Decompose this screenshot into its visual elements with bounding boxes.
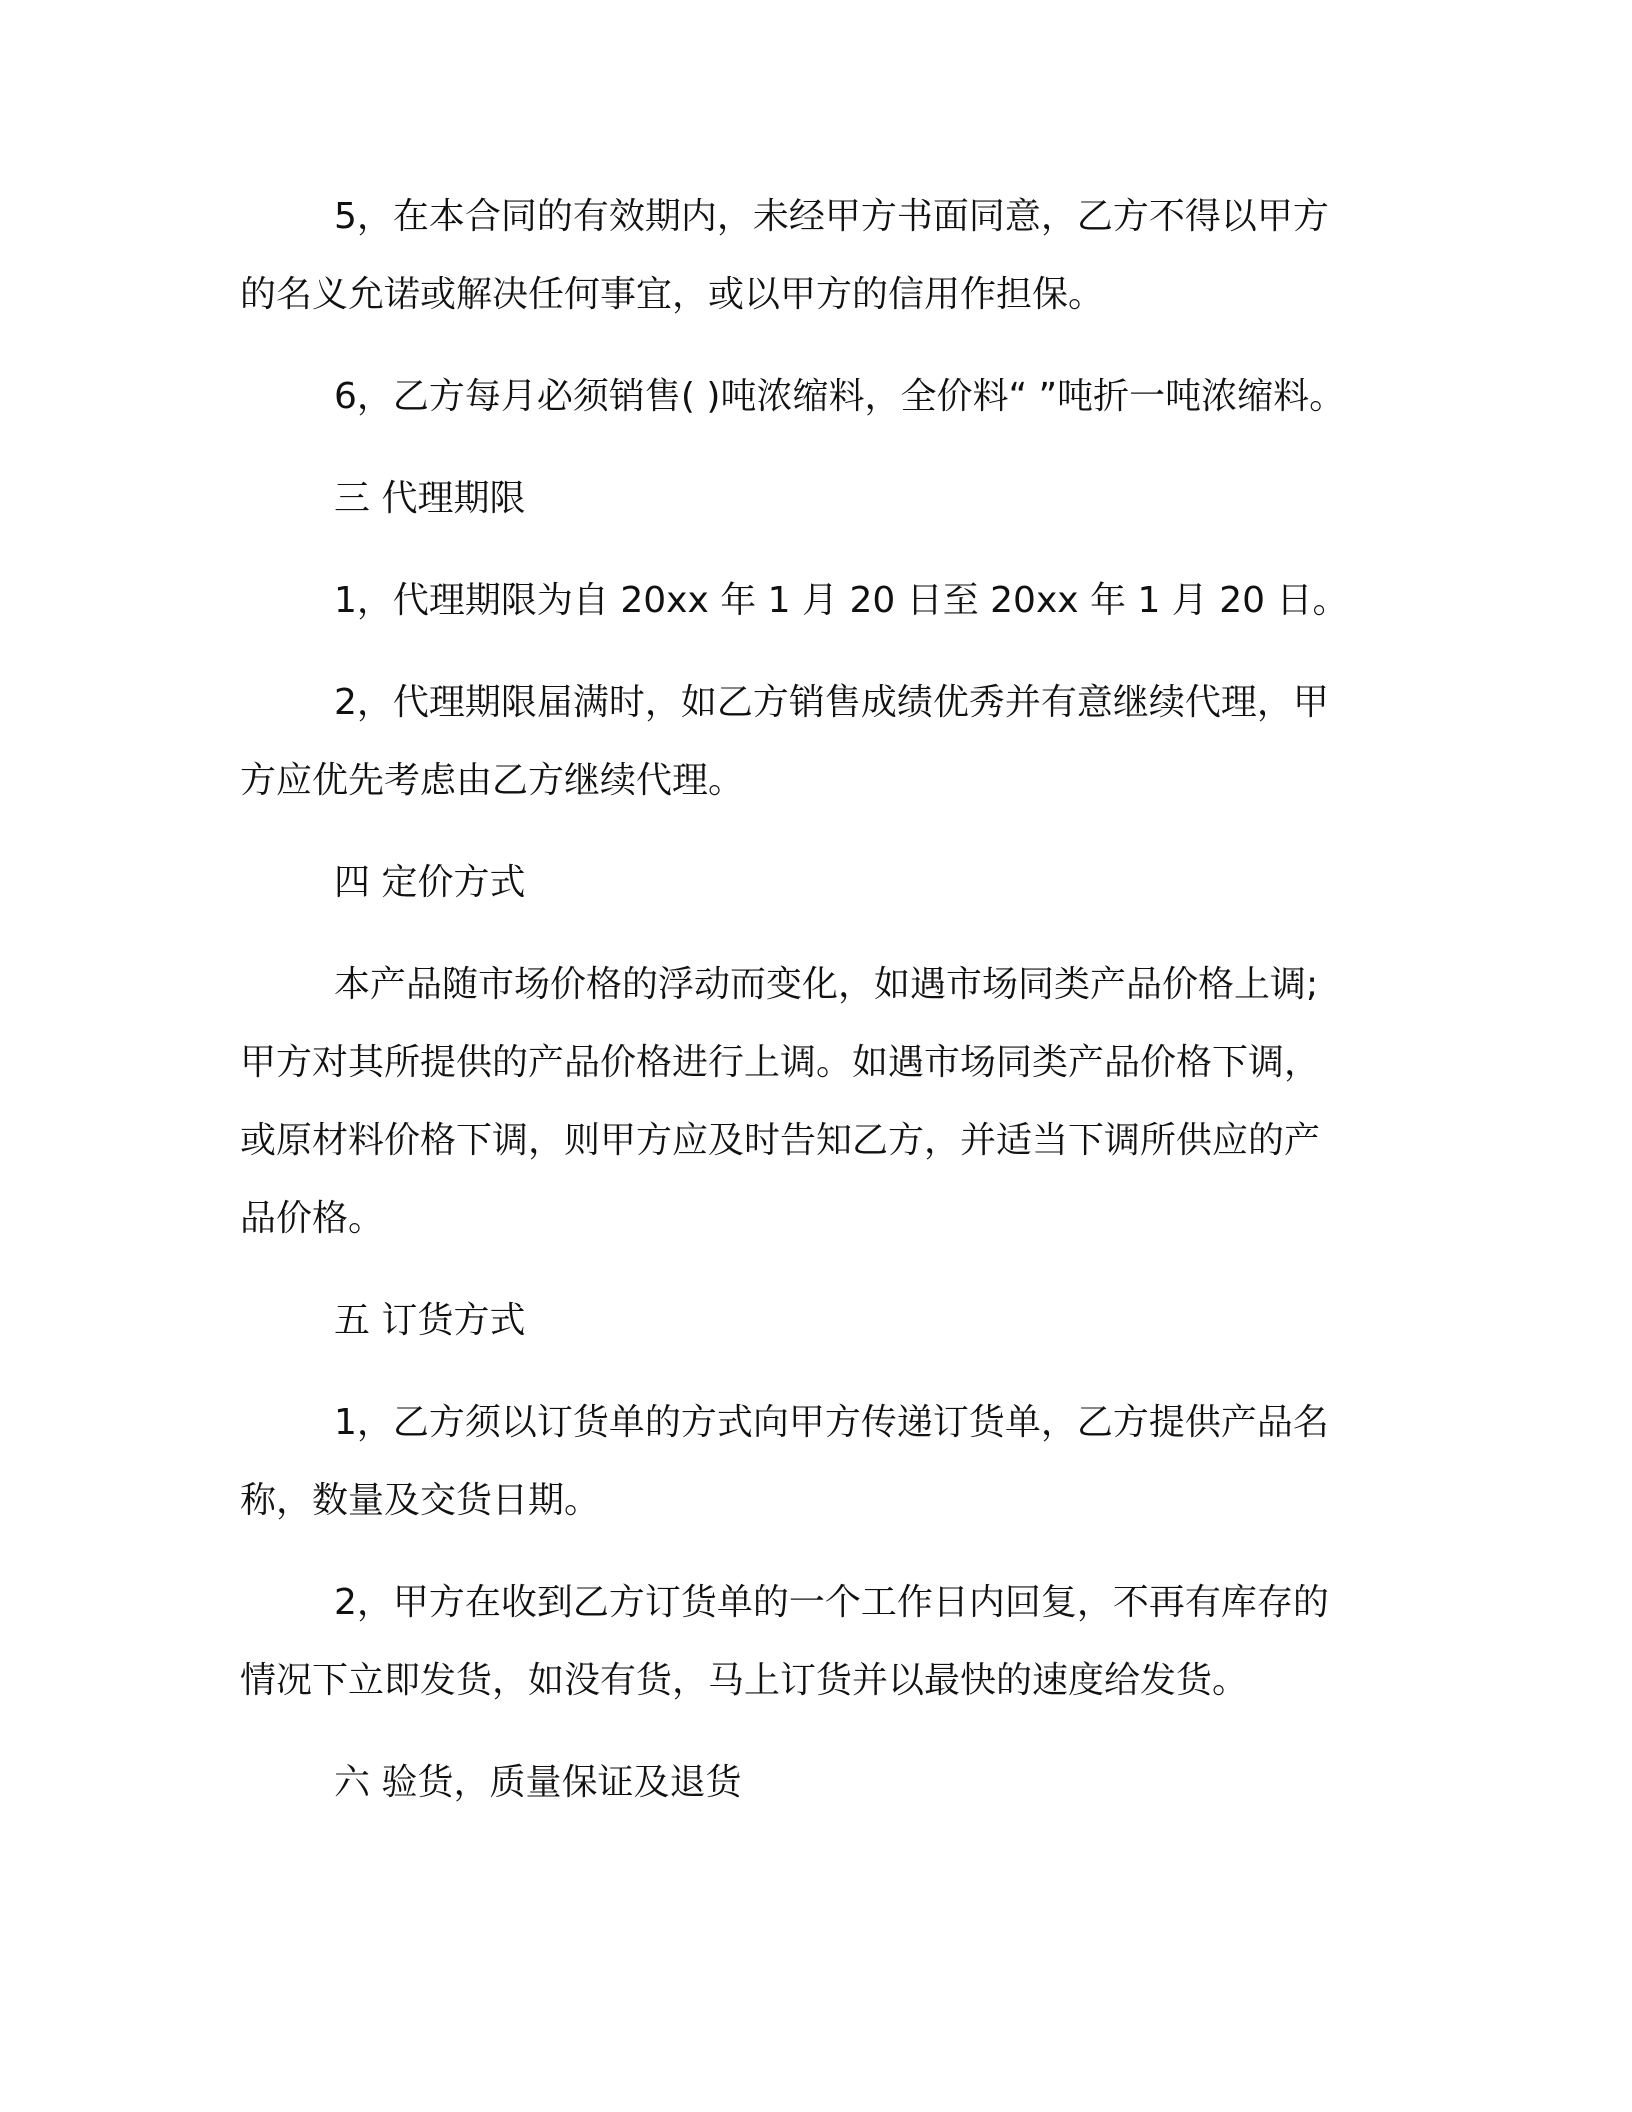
clause-6-line-1: 6，乙方每月必须销售( )吨浓缩料，全价料“ ”吨折一吨浓缩料。 bbox=[334, 376, 1346, 417]
order-clause-2-line-2: 情况下立即发货，如没有货，马上订货并以最快的速度给发货。 bbox=[240, 1660, 1249, 1701]
term-clause-1-line-1: 1，代理期限为自 20xx 年 1 月 20 日至 20xx 年 1 月 20 日。 bbox=[334, 580, 1349, 621]
pricing-paragraph-line-1: 本产品随市场价格的浮动而变化，如遇市场同类产品价格上调; bbox=[334, 964, 1319, 1005]
pricing-paragraph-line-2: 甲方对其所提供的产品价格进行上调。如遇市场同类产品价格下调， bbox=[240, 1042, 1321, 1083]
section-heading-4: 四 定价方式 bbox=[334, 862, 526, 903]
pricing-paragraph-line-4: 品价格。 bbox=[240, 1198, 385, 1239]
clause-5-line-1: 5，在本合同的有效期内，未经甲方书面同意，乙方不得以甲方 bbox=[334, 196, 1329, 237]
section-heading-3: 三 代理期限 bbox=[334, 478, 526, 519]
section-heading-6: 六 验货，质量保证及退货 bbox=[334, 1762, 742, 1803]
pricing-paragraph-line-3: 或原材料价格下调，则甲方应及时告知乙方，并适当下调所供应的产 bbox=[240, 1120, 1321, 1161]
order-clause-1-line-2: 称，数量及交货日期。 bbox=[240, 1480, 601, 1521]
term-clause-2-line-2: 方应优先考虑由乙方继续代理。 bbox=[240, 760, 745, 801]
clause-5-line-2: 的名义允诺或解决任何事宜，或以甲方的信用作担保。 bbox=[240, 274, 1105, 315]
order-clause-1-line-1: 1，乙方须以订货单的方式向甲方传递订货单，乙方提供产品名 bbox=[334, 1402, 1329, 1443]
order-clause-2-line-1: 2，甲方在收到乙方订货单的一个工作日内回复，不再有库存的 bbox=[334, 1582, 1329, 1623]
section-heading-5: 五 订货方式 bbox=[334, 1300, 526, 1341]
term-clause-2-line-1: 2，代理期限届满时，如乙方销售成绩优秀并有意继续代理，甲 bbox=[334, 682, 1329, 723]
